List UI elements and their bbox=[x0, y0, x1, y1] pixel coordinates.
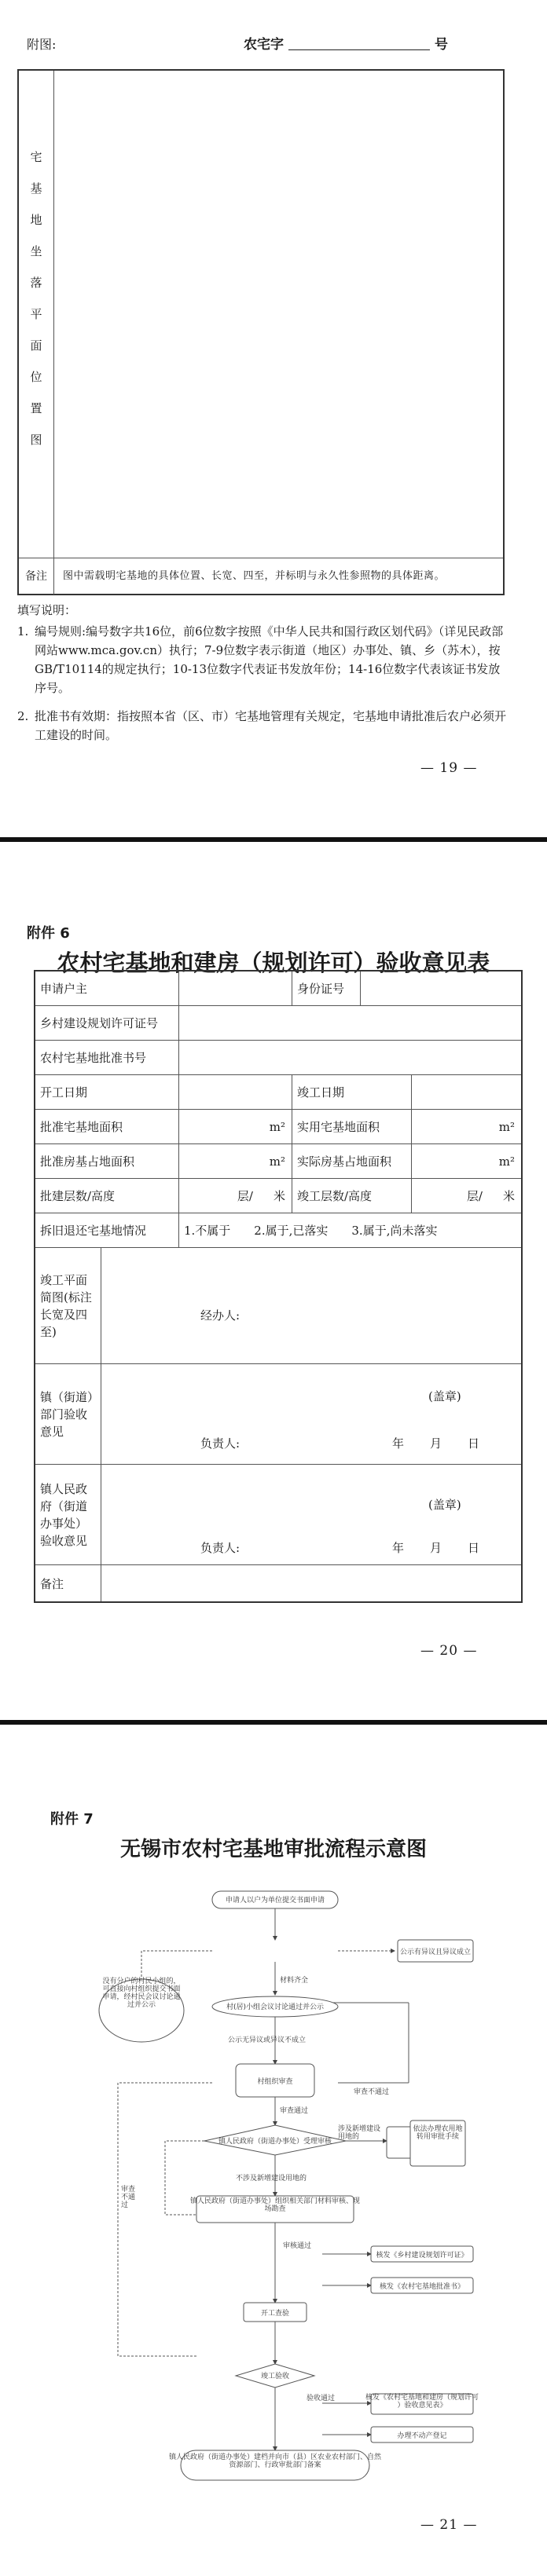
month-label: 月 bbox=[430, 1436, 442, 1451]
meter-unit: 米 bbox=[273, 1189, 285, 1203]
flow-text-n4: 公示无异议或异议不成立 bbox=[228, 2036, 307, 2044]
flow-text-left4: 审查不通过 bbox=[121, 2186, 136, 2209]
end-date-value[interactable] bbox=[412, 1075, 521, 1110]
approval-flowchart bbox=[86, 1885, 479, 2513]
instruction-number: 1. bbox=[17, 624, 29, 639]
page-number: — 20 — bbox=[420, 1643, 478, 1659]
approval-number-value[interactable] bbox=[179, 1041, 521, 1075]
actual-site-area-value[interactable] bbox=[412, 1110, 521, 1144]
fill-instructions-heading: 填写说明： bbox=[17, 603, 77, 617]
vertical-label-char: 位 bbox=[30, 370, 42, 384]
handler-label: 经办人: bbox=[200, 1308, 240, 1323]
vertical-label-char: 基 bbox=[30, 181, 42, 196]
vertical-label-char: 图 bbox=[30, 433, 42, 447]
vertical-label-char: 坐 bbox=[30, 244, 42, 258]
vertical-label-char: 置 bbox=[30, 401, 42, 415]
demolition-label: 拆旧退还宅基地情况 bbox=[35, 1213, 179, 1248]
flowchart-title: 无锡市农村宅基地审批流程示意图 bbox=[119, 1838, 427, 1861]
code-prefix: 农宅字 bbox=[244, 37, 284, 53]
id-number-label: 身份证号 bbox=[292, 971, 361, 1006]
year-label: 年 bbox=[392, 1541, 405, 1555]
note-label: 备注 bbox=[19, 558, 54, 595]
site-plan-box bbox=[17, 69, 505, 595]
plan-drawing-label: 竣工平面简图(标注长宽及四至) bbox=[35, 1248, 101, 1364]
site-plan-vertical-label bbox=[19, 141, 53, 456]
m2-unit: m² bbox=[498, 1154, 515, 1169]
flow-text-left3: 公示有异议且异议成立 bbox=[399, 1948, 472, 1956]
town-dept-label: 镇（街道）部门验收意见 bbox=[35, 1364, 101, 1465]
town-dept-opinion[interactable] bbox=[101, 1364, 521, 1465]
seal-label: (盖章) bbox=[428, 1389, 461, 1403]
completed-floors-label: 竣工层数/高度 bbox=[292, 1179, 412, 1213]
flow-text-left2: 审查不通过 bbox=[354, 2088, 390, 2096]
approved-site-area-label: 批准宅基地面积 bbox=[35, 1110, 179, 1144]
demolition-options[interactable]: 1.不属于 2.属于,已落实 3.属于,尚未落实 bbox=[179, 1213, 521, 1248]
id-number-value[interactable] bbox=[361, 971, 521, 1006]
plan-drawing-area[interactable] bbox=[101, 1248, 521, 1364]
day-label: 日 bbox=[468, 1541, 480, 1555]
form-title: 农村宅基地和建房（规划许可）验收意见表 bbox=[57, 950, 490, 976]
vertical-label-char: 平 bbox=[30, 307, 42, 321]
flow-text-n9: 镇人民政府（街道办事处）组织相关部门材料审核、现场勘查 bbox=[189, 2197, 361, 2213]
instruction-item bbox=[17, 707, 512, 745]
certificate-code bbox=[244, 33, 448, 53]
flow-text-n5: 村组织审查 bbox=[257, 2078, 293, 2086]
page-separator bbox=[0, 1720, 547, 1725]
flow-text-r2: 依法办理农用地转用审批手续 bbox=[413, 2125, 463, 2141]
flow-text-r4: 核发《农村宅基地批准书》 bbox=[379, 2283, 465, 2291]
note-row bbox=[19, 558, 503, 595]
remarks-label: 备注 bbox=[35, 1565, 101, 1601]
flow-text-r1: 涉及新增建设用地的 bbox=[338, 2125, 381, 2141]
attachment-figure-label: 附图: bbox=[27, 37, 57, 52]
flow-text-n1: 申请人以户为单位提交书面申请 bbox=[225, 1897, 325, 1905]
instruction-text: 批准书有效期：指按照本省（区、市）宅基地管理有关规定，宅基地申请批准后农户必须开工建设的时间。 bbox=[35, 709, 507, 742]
flow-text-r5: 核发《农村宅基地和建房（规划许可）验收意见表》 bbox=[365, 2394, 479, 2410]
approved-house-area-label: 批准房基占地面积 bbox=[35, 1144, 179, 1179]
instruction-item bbox=[17, 622, 512, 697]
town-gov-opinion[interactable] bbox=[101, 1465, 521, 1565]
completed-floors-value[interactable] bbox=[412, 1179, 521, 1213]
vertical-label-char: 地 bbox=[30, 213, 42, 227]
instruction-number: 2. bbox=[17, 709, 29, 723]
approved-floors-value[interactable] bbox=[179, 1179, 292, 1213]
vertical-label-char: 宅 bbox=[30, 150, 42, 164]
approval-number-label: 农村宅基地批准书号 bbox=[35, 1041, 179, 1075]
flow-text-n2: 材料齐全 bbox=[280, 1977, 309, 1985]
m2-unit: m² bbox=[269, 1119, 285, 1134]
applicant-value[interactable] bbox=[179, 971, 292, 1006]
end-date-label: 竣工日期 bbox=[292, 1075, 412, 1110]
actual-house-area-value[interactable] bbox=[412, 1144, 521, 1179]
floor-unit: 层/ bbox=[466, 1189, 483, 1203]
actual-house-area-label: 实际房基占地面积 bbox=[292, 1144, 412, 1179]
flow-text-left1: 没有分户的村民小组的，可直接向村组织提交书面申请，经村民会议讨论通过并公示 bbox=[102, 1978, 181, 2009]
flow-text-n14: 镇人民政府（街道办事处）建档并向市（县）区农业农村部门、自然资源部门、行政审批部门备案 bbox=[168, 2453, 382, 2469]
day-label: 日 bbox=[468, 1436, 480, 1451]
actual-site-area-label: 实用宅基地面积 bbox=[292, 1110, 412, 1144]
meter-unit: 米 bbox=[502, 1189, 515, 1203]
approved-house-area-value[interactable] bbox=[179, 1144, 292, 1179]
responsible-label: 负责人: bbox=[200, 1541, 240, 1555]
flow-text-n11: 开工查验 bbox=[260, 2310, 290, 2318]
flow-text-n12: 竣工验收 bbox=[260, 2373, 290, 2380]
site-plan-label-column bbox=[19, 71, 54, 558]
m2-unit: m² bbox=[269, 1154, 285, 1169]
flow-text-n10: 审核通过 bbox=[283, 2242, 312, 2250]
start-date-value[interactable] bbox=[179, 1075, 292, 1110]
town-gov-label: 镇人民政府（街道办事处）验收意见 bbox=[35, 1465, 101, 1565]
remarks-value[interactable] bbox=[101, 1565, 521, 1601]
attachment-label: 附件 6 bbox=[27, 925, 70, 942]
page-number: — 21 — bbox=[420, 2517, 478, 2533]
flow-text-r3: 核发《乡村建设规划许可证》 bbox=[376, 2252, 468, 2259]
code-suffix: 号 bbox=[435, 37, 448, 53]
code-blank-line bbox=[288, 37, 430, 50]
attachment-label: 附件 7 bbox=[50, 1811, 94, 1828]
applicant-label: 申请户主 bbox=[35, 971, 179, 1006]
vertical-label-char: 落 bbox=[30, 276, 42, 290]
page-separator bbox=[0, 837, 547, 842]
acceptance-form-table bbox=[34, 970, 523, 1603]
flow-text-n7: 镇人民政府（街道办事处）受理审核 bbox=[218, 2138, 332, 2146]
approved-site-area-value[interactable] bbox=[179, 1110, 292, 1144]
flow-text-n13: 验收通过 bbox=[307, 2395, 336, 2402]
flow-text-n3: 村(居)小组会议讨论通过并公示 bbox=[226, 2003, 325, 2011]
seal-label: (盖章) bbox=[428, 1498, 461, 1512]
floor-unit: 层/ bbox=[237, 1189, 253, 1203]
year-label: 年 bbox=[392, 1436, 405, 1451]
approved-floors-label: 批建层数/高度 bbox=[35, 1179, 179, 1213]
instruction-text: 编号规则:编号数字共16位，前6位数字按照《中华人民共和国行政区划代码》（详见民政部网站www.mca.gov.cn）执行；7-9位数字表示街道（地区）办事处、镇、乡（苏木），按GB/T10114的规定执行；10-13位数字代表证书发放年份；14-16位数字代表该证书发放序号。 bbox=[35, 624, 504, 695]
month-label: 月 bbox=[430, 1541, 442, 1555]
note-text: 图中需载明宅基地的具体位置、长宽、四至，并标明与永久性参照物的具体距离。 bbox=[63, 570, 446, 582]
page-number: — 19 — bbox=[420, 760, 478, 776]
vertical-label-char: 面 bbox=[30, 338, 42, 353]
flow-text-r6: 办理不动产登记 bbox=[397, 2432, 447, 2440]
plan-permit-value[interactable] bbox=[179, 1006, 521, 1041]
flow-text-n8: 不涉及新增建设用地的 bbox=[236, 2175, 307, 2183]
responsible-label: 负责人: bbox=[200, 1436, 240, 1451]
start-date-label: 开工日期 bbox=[35, 1075, 179, 1110]
flow-text-n6: 审查通过 bbox=[280, 2107, 309, 2115]
plan-permit-label: 乡村建设规划许可证号 bbox=[35, 1006, 179, 1041]
m2-unit: m² bbox=[498, 1119, 515, 1134]
